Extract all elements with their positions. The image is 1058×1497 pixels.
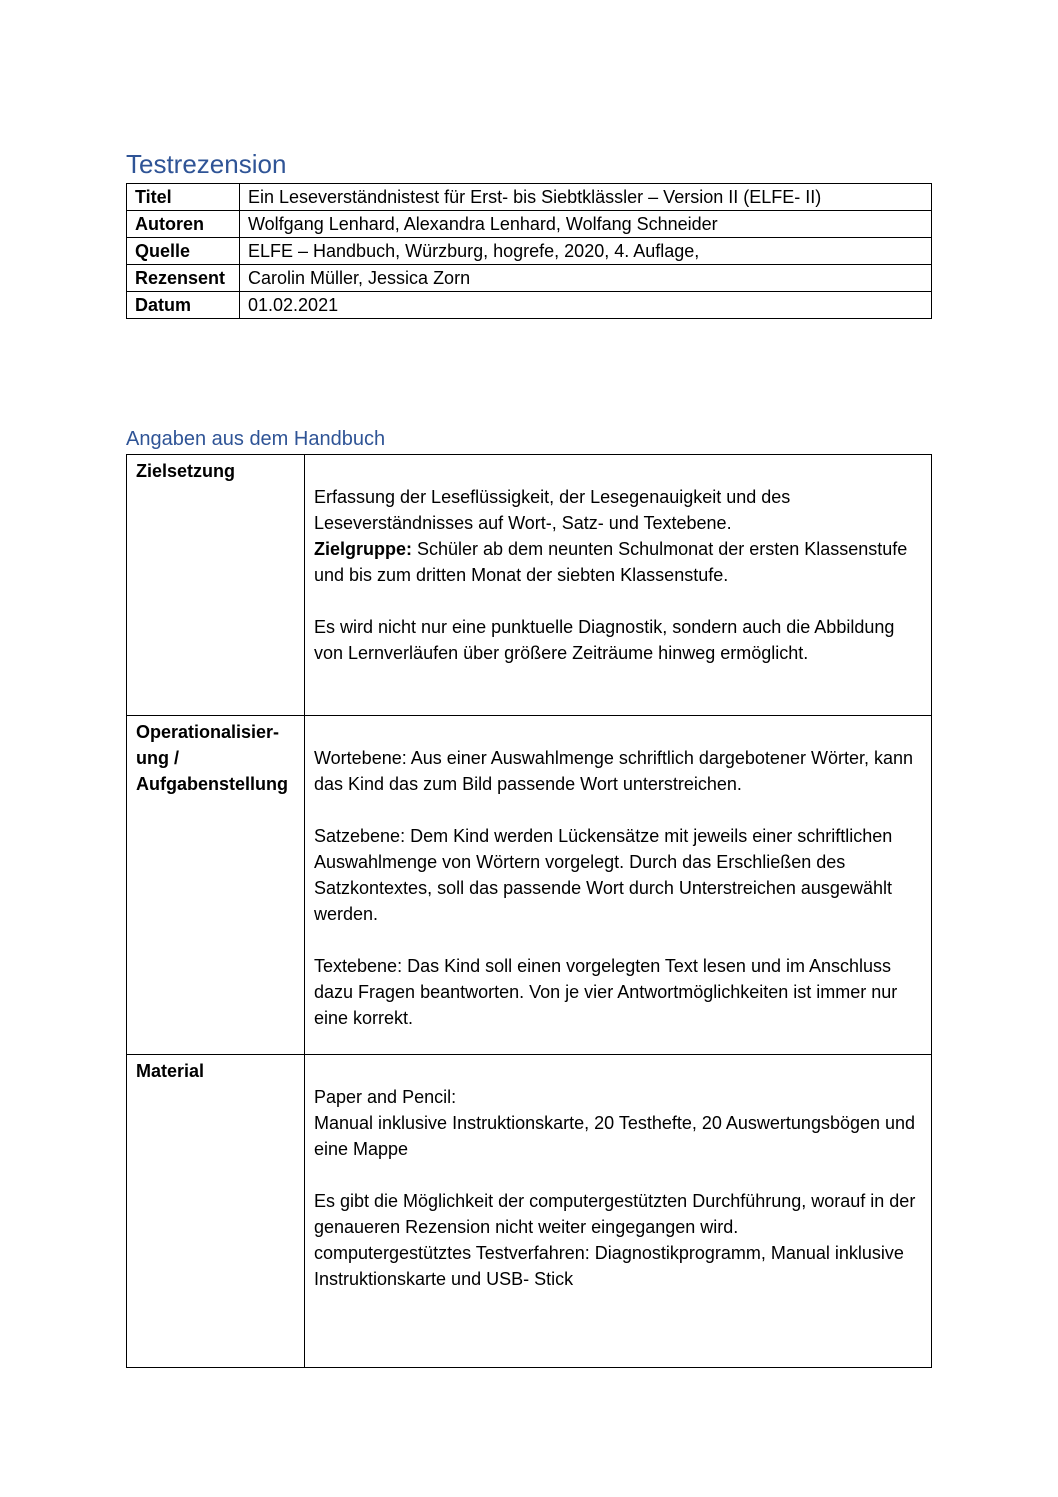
textebene-text: Textebene: Das Kind soll einen vorgelegten Text lesen und im Anschluss dazu Fragen beantworten. Von je vier Antwortmöglichkeiten ist immer nur eine korrekt. (314, 956, 898, 1028)
satzebene-text: Satzebene: Dem Kind werden Lückensätze mit jeweils einer schriftlichen Auswahlmenge von Wörtern vorgelegt. Durch das Erschließen des Satzkontextes, soll das passende Wort durch Unterstreichen ausgewählt werden. (314, 826, 893, 924)
info-label-autoren: Autoren (127, 211, 240, 238)
info-label-rezensent: Rezensent (127, 265, 240, 292)
table-row (127, 265, 932, 292)
zielgruppe-value: Schüler ab dem neunten Schulmonat der ersten Klassenstufe und bis zum dritten Monat der siebten Klassenstufe. (314, 539, 908, 585)
info-label-quelle: Quelle (127, 238, 240, 265)
zielsetzung-label: Zielsetzung (127, 455, 305, 716)
material-computer-note: Es gibt die Möglichkeit der computergestützten Durchführung, worauf in der genaueren Rezension nicht weiter eingegangen wird. (314, 1191, 916, 1237)
table-row (127, 292, 932, 319)
wortebene-text: Wortebene: Aus einer Auswahlmenge schriftlich dargebotener Wörter, kann das Kind das zum Bild passende Wort unterstreichen. (314, 748, 914, 794)
material-label: Material (127, 1055, 305, 1368)
operationalisierung-content (305, 716, 932, 1055)
zielsetzung-content (305, 455, 932, 716)
material-paper-heading: Paper and Pencil: (314, 1087, 457, 1107)
info-label-datum: Datum (127, 292, 240, 319)
table-row (127, 184, 932, 211)
table-row (127, 211, 932, 238)
zielsetzung-text: Erfassung der Leseflüssigkeit, der Lesegenauigkeit und des Leseverständnisses auf Wort-, Satz- und Textebene. (314, 487, 791, 533)
material-computer-text: computergestütztes Testverfahren: Diagnostikprogramm, Manual inklusive Instruktionskarte und USB- Stick (314, 1243, 904, 1289)
zielsetzung-note: Es wird nicht nur eine punktuelle Diagnostik, sondern auch die Abbildung von Lernverläufen über größere Zeiträume hinweg ermöglicht. (314, 617, 895, 663)
page-title: Testrezension (126, 149, 287, 179)
table-row-material (127, 1055, 932, 1368)
operationalisierung-label (127, 716, 305, 1055)
zielgruppe-label: Zielgruppe: (314, 539, 412, 559)
table-row-zielsetzung (127, 455, 932, 716)
operationalisierung-label-line: Operationalisier- (136, 722, 280, 742)
info-value-autoren: Wolfgang Lenhard, Alexandra Lenhard, Wolfang Schneider (240, 211, 932, 238)
operationalisierung-label-line: Aufgabenstellung (136, 774, 288, 794)
info-label-titel: Titel (127, 184, 240, 211)
table-row (127, 238, 932, 265)
zielgruppe-text (314, 536, 923, 588)
info-value-quelle: ELFE – Handbuch, Würzburg, hogrefe, 2020, 4. Auflage, (240, 238, 932, 265)
material-paper-text: Manual inklusive Instruktionskarte, 20 Testhefte, 20 Auswertungsbögen und eine Mappe (314, 1113, 916, 1159)
table-row-operationalisierung (127, 716, 932, 1055)
info-table (126, 183, 932, 319)
material-content (305, 1055, 932, 1368)
section-title: Angaben aus dem Handbuch (126, 428, 386, 450)
info-value-rezensent: Carolin Müller, Jessica Zorn (240, 265, 932, 292)
info-value-titel: Ein Leseverständnistest für Erst- bis Siebtklässler – Version II (ELFE- II) (240, 184, 932, 211)
info-value-datum: 01.02.2021 (240, 292, 932, 319)
details-table (126, 454, 932, 1368)
operationalisierung-label-line: ung / (136, 748, 179, 768)
